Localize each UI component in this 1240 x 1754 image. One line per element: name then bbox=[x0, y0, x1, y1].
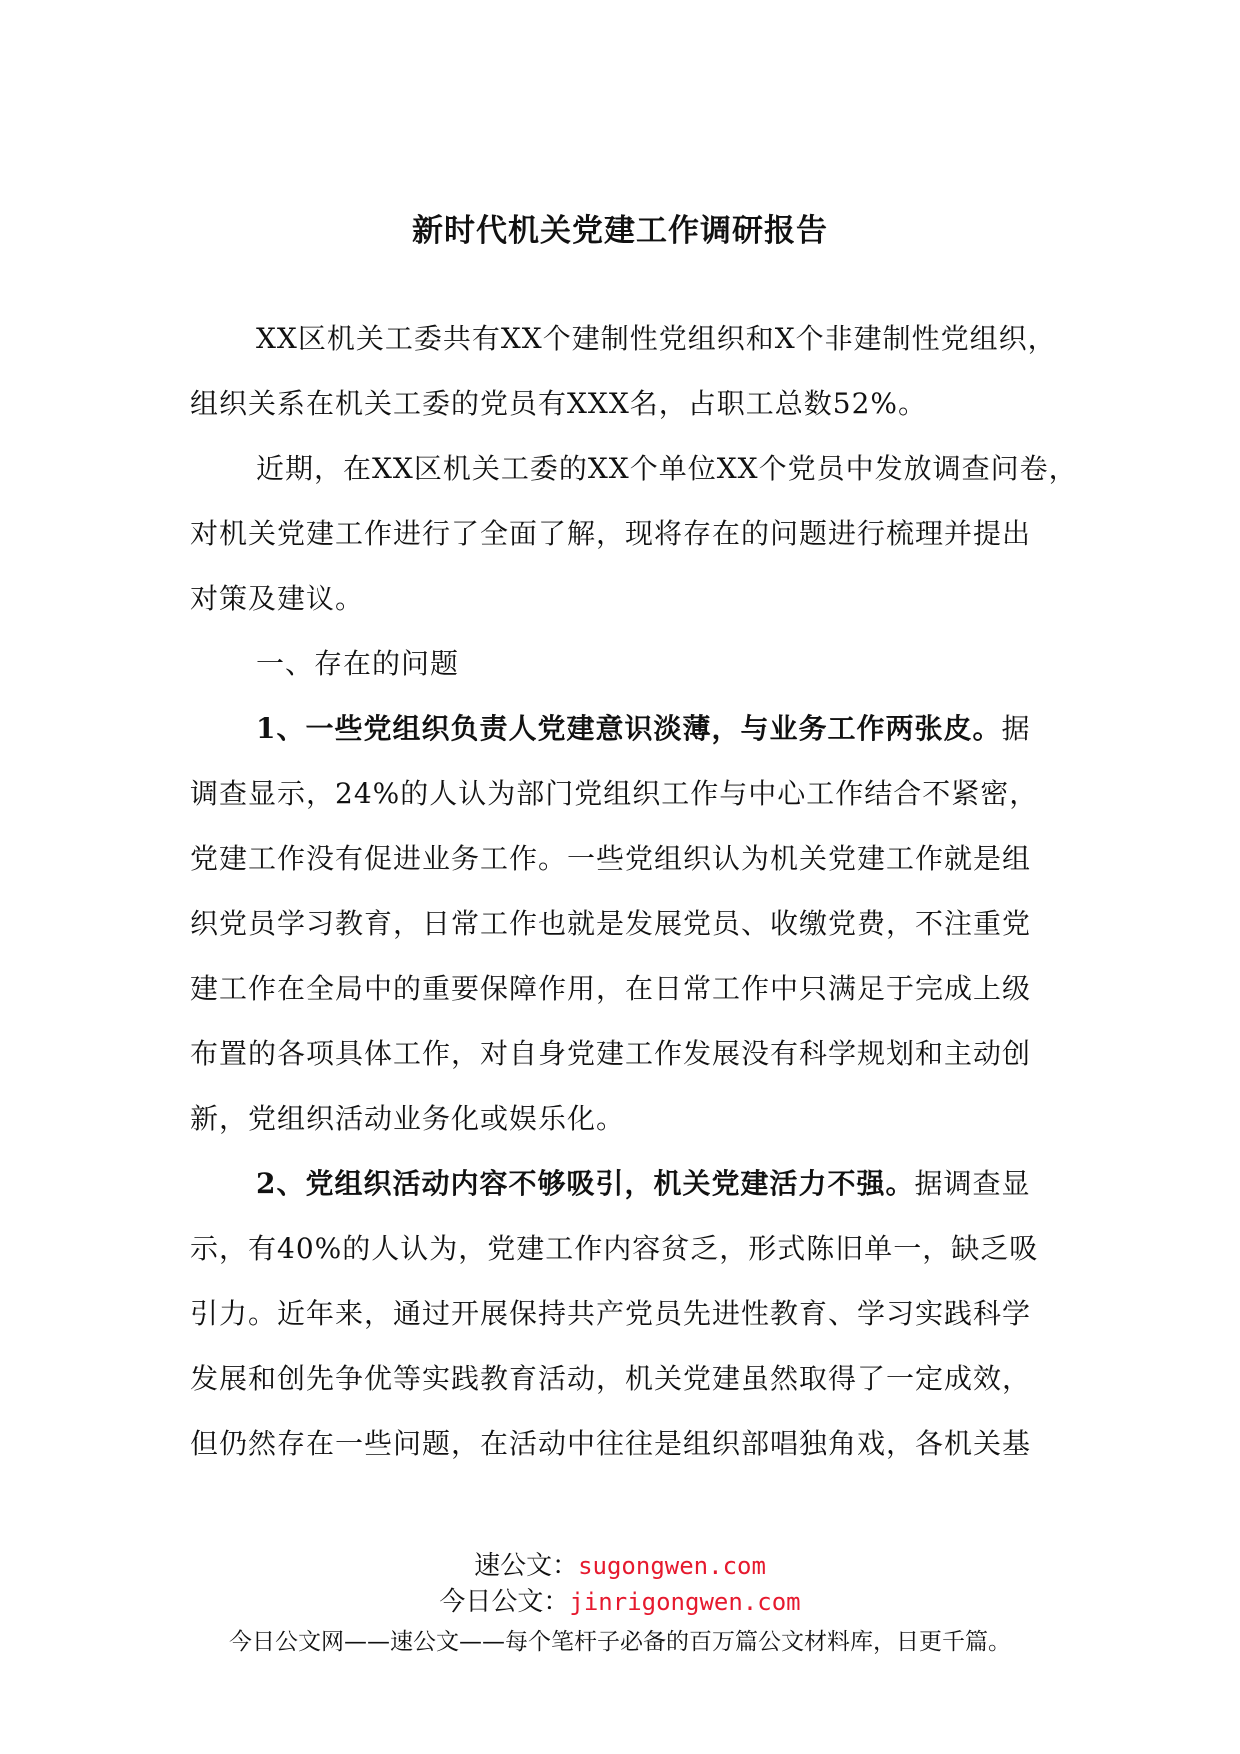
item-1-line-1-rest: 据 bbox=[1001, 712, 1031, 745]
item-1-line-7: 新，党组织活动业务化或娱乐化。 bbox=[190, 1102, 626, 1135]
item-2-line-1 bbox=[190, 1151, 1060, 1216]
item-1-line-6: 布置的各项具体工作，对自身党建工作发展没有科学规划和主动创 bbox=[190, 1037, 1032, 1070]
item-1-line-1 bbox=[190, 696, 1060, 761]
paragraph-2-line-2: 对机关党建工作进行了全面了解，现将存在的问题进行梳理并提出 bbox=[190, 517, 1032, 550]
item-1-line-4: 织党员学习教育，日常工作也就是发展党员、收缴党费，不注重党 bbox=[190, 907, 1032, 940]
paragraph-2-line-3: 对策及建议。 bbox=[190, 582, 365, 615]
item-1-line-5: 建工作在全局中的重要保障作用，在日常工作中只满足于完成上级 bbox=[190, 972, 1032, 1005]
footer-link-sugongwen[interactable]: sugongwen.com bbox=[578, 1552, 766, 1580]
item-1-heading: 1、一些党组织负责人党建意识淡薄，与业务工作两张皮。 bbox=[256, 712, 1002, 745]
item-2-line-4: 发展和创先争优等实践教育活动，机关党建虽然取得了一定成效， bbox=[190, 1362, 1032, 1395]
footer-label-sugongwen: 速公文： bbox=[474, 1551, 579, 1581]
section-heading-problems: 一、存在的问题 bbox=[256, 647, 460, 680]
document-body bbox=[190, 306, 1078, 1476]
footer-line-sugongwen bbox=[0, 1548, 1240, 1584]
footer-line-jinrigongwen bbox=[0, 1584, 1240, 1620]
page-title: 新时代机关党建工作调研报告 bbox=[412, 213, 828, 249]
item-2-heading: 2、党组织活动内容不够吸引，机关党建活力不强。 bbox=[256, 1167, 915, 1200]
item-1-line-2: 调查显示，24%的人认为部门党组织工作与中心工作结合不紧密， bbox=[190, 777, 1039, 810]
paragraph-1-line-1: XX区机关工委共有XX个建制性党组织和X个非建制性党组织， bbox=[256, 322, 1057, 355]
footer bbox=[0, 1548, 1240, 1662]
item-2-line-3: 引力。近年来，通过开展保持共产党员先进性教育、学习实践科学 bbox=[190, 1297, 1032, 1330]
item-1-line-3: 党建工作没有促进业务工作。一些党组织认为机关党建工作就是组 bbox=[190, 842, 1032, 875]
footer-tagline: 今日公文网——速公文——每个笔杆子必备的百万篇公文材料库，日更千篇。 bbox=[229, 1629, 1011, 1655]
footer-link-jinrigongwen[interactable]: jinrigongwen.com bbox=[569, 1588, 801, 1616]
footer-label-jinrigongwen: 今日公文： bbox=[439, 1587, 570, 1617]
paragraph-2-line-1: 近期，在XX区机关工委的XX个单位XX个党员中发放调查问卷， bbox=[256, 452, 1078, 485]
item-2-line-1-rest: 据调查显 bbox=[914, 1167, 1031, 1200]
item-2-line-2: 示，有40%的人认为，党建工作内容贫乏，形式陈旧单一，缺乏吸 bbox=[190, 1232, 1039, 1265]
item-2-line-5: 但仍然存在一些问题，在活动中往往是组织部唱独角戏，各机关基 bbox=[190, 1427, 1032, 1460]
paragraph-1-line-2: 组织关系在机关工委的党员有XXX名，占职工总数52%。 bbox=[190, 387, 928, 420]
